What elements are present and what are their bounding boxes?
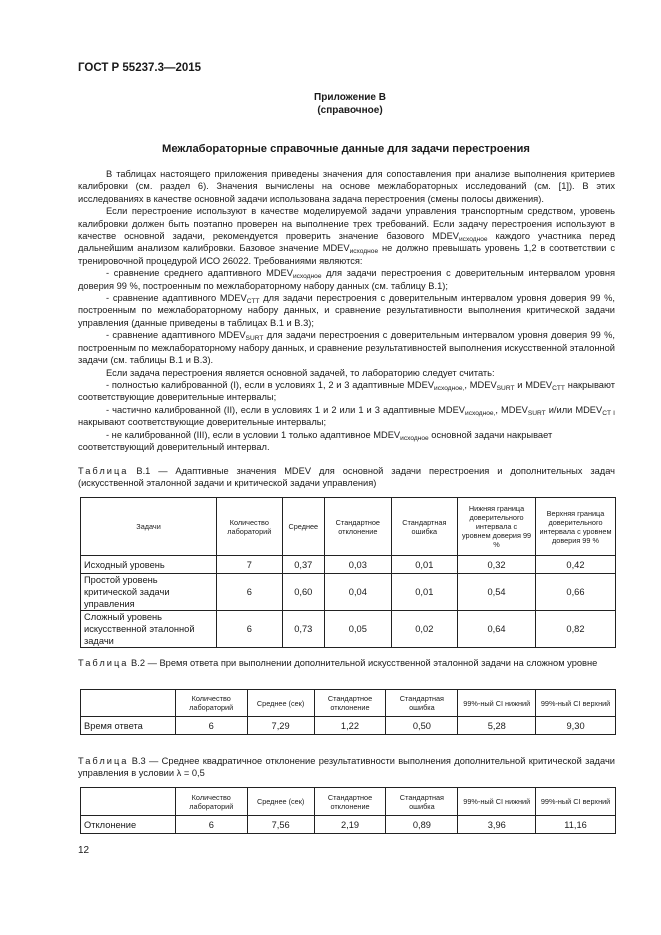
table-caption: Таблица В.1 — Адаптивные значения MDEV для основной задачи перестроения и дополнительных задач (искусственной эталонной задачи и критической задачи управления) <box>78 466 615 489</box>
list-item: - сравнение среднего адаптивного $MDEV_{исходное}$ для задачи перестроения с доверительным интервалом уровня доверия 99 %, построенным по межлабораторному набору данных (см. таблицу В.1); <box>78 268 615 291</box>
table-header: 99%-ный CI нижний <box>458 788 536 816</box>
table-row: Сложный уровень искусственной эталонной задачи 6 0,73 0,05 0,02 0,64 0,82 <box>81 611 616 648</box>
body-text <box>78 168 615 453</box>
appendix-note: (справочное) <box>317 105 383 116</box>
list-item: - частично калиброванной (II), если в условиях 1 и 2 или 1 и 3 адаптивные $MDEV_{исходное,}$, $MDEV_{SURT}$ и/или $MDEV_{CT I}$ накрывают соответствующие доверительные интервалы; <box>78 404 615 428</box>
table-header: Стандартная ошибка <box>391 498 457 556</box>
table-header: Стандартная ошибка <box>386 690 458 717</box>
table-header: Стандартное отклонение <box>314 788 386 816</box>
table-header <box>81 788 176 816</box>
table-header: Количество лабораторий <box>175 690 247 717</box>
paragraph: Если задача перестроения является основной задачей, то лабораторию следует считать: <box>106 367 495 378</box>
table-header <box>81 690 176 717</box>
section-title: Межлабораторные справочные данные для задачи перестроения <box>162 143 530 155</box>
table-header: Количество лабораторий <box>175 788 247 816</box>
appendix-title: Приложение В <box>314 92 386 103</box>
table-header: Среднее <box>282 498 325 556</box>
list-item: - не калиброванной (III), если в условии 1 только адаптивное $MDEV_{исходное}$ основной задачи накрывает соответствующий доверительный интервал. <box>78 429 553 452</box>
list-item: - сравнение адаптивного $MDEV_{CTT}$ для задачи перестроения с доверительным интервалом уровня доверия 99 %, построенным по межлабораторному набору данных, и сравнение результативности выполнения критической задачи управления (данные приведены в таблицах В.1 и В.3); <box>78 293 615 328</box>
table-row: Время ответа 6 7,29 1,22 0,50 5,28 9,30 <box>81 717 616 735</box>
table-row: Простой уровень критической задачи управления 6 0,60 0,04 0,01 0,54 0,66 <box>81 574 616 611</box>
table-header: 99%-ный CI нижний <box>458 690 536 717</box>
table-header: Среднее (сек) <box>247 788 314 816</box>
table-header: Нижняя граница доверительного интервала с уровнем доверия 99 % <box>458 498 536 556</box>
paragraph: Если перестроение используют в качестве моделируемой задачи управления транспортным средством, уровень калибровки должен быть поэтапно проверен на выполнение трех требований. Если задачу перестроения используют в качестве основной задачи, рекомендуется проверить значение базового $MDEV_{исходное}$ каждого участника перед дальнейшим анализом калибровки. Базовое значение $MDEV_{исходное}$ не должно превышать уровень 1,2 в соответствии с тренировочной процедурой ИСО 26022. Требованиями являются: <box>78 206 615 266</box>
table-b1 <box>80 497 616 648</box>
list-item: - полностью калиброванной (I), если в условиях 1, 2 и 3 адаптивные $MDEV_{исходное,}$, $MDEV_{SURT}$ и $MDEV_{CTT}$ накрывают соответствующие доверительные интервалы; <box>78 379 615 403</box>
list-item: - сравнение адаптивного $MDEV_{SURT}$ для задачи перестроения с доверительным интервалом уровня доверия 99 %, построенным по межлабораторному набору данных, и сравнение результативностей выполнения искусственной эталонной задачи (см. таблицы В.1 и В.3). <box>78 330 615 366</box>
table-header: Количество лабораторий <box>217 498 282 556</box>
paragraph: В таблицах настоящего приложения приведены значения для сопоставления при анализе выполнения критериев калибровки (см. раздел 6). Значения вычислены на основе межлабораторных исследований (см. [1]). В этих исследованиях в качестве основной задачи использована задача перестроения (смены полосы движения). <box>78 169 615 204</box>
table-header: Задачи <box>81 498 217 556</box>
table-header: 99%-ный CI верхний <box>536 788 616 816</box>
table-header: Верхняя граница доверительного интервала с уровнем доверия 99 % <box>535 498 615 556</box>
page-number: 12 <box>78 845 90 856</box>
table-b2 <box>80 689 616 735</box>
table-b3 <box>80 787 616 834</box>
table-header: Среднее (сек) <box>247 690 314 717</box>
table-header: 99%-ный CI верхний <box>536 690 616 717</box>
table-caption: Таблица В.3 — Среднее квадратичное отклонение результативности выполнения дополнительной критической задачи управления в условии λ = 0,5 <box>78 756 615 779</box>
table-header: Стандартное отклонение <box>314 690 386 717</box>
table-header: Стандартное отклонение <box>325 498 391 556</box>
document-header: ГОСТ Р 55237.3—2015 <box>78 62 202 74</box>
table-row: Исходный уровень 7 0,37 0,03 0,01 0,32 0,42 <box>81 556 616 574</box>
table-row: Отклонение 6 7,56 2,19 0,89 3,96 11,16 <box>81 816 616 834</box>
table-caption: Таблица В.2 — Время ответа при выполнении дополнительной искусственной эталонной задачи на сложном уровне <box>78 658 598 668</box>
table-header: Стандартная ошибка <box>386 788 458 816</box>
